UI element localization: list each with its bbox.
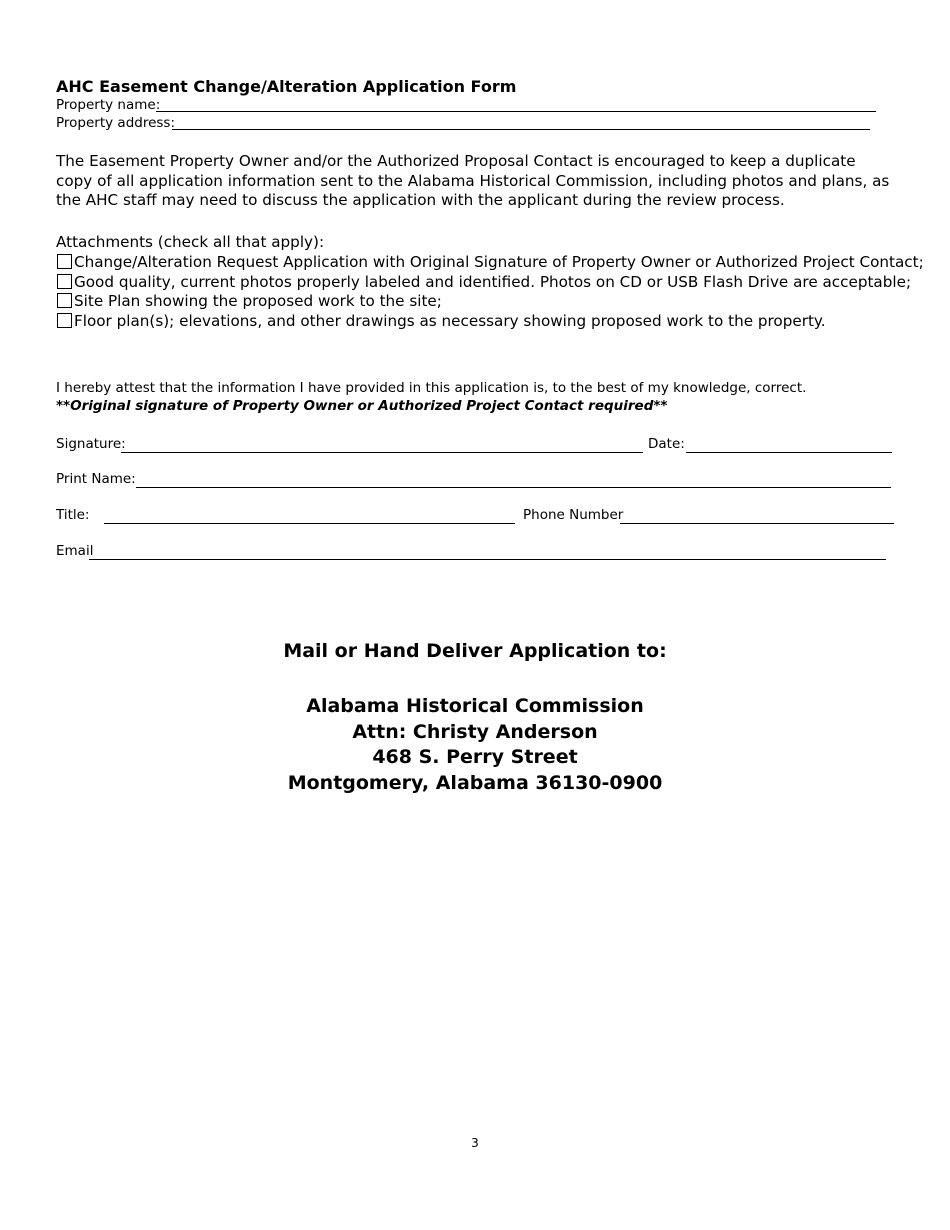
title-field[interactable] — [104, 523, 515, 524]
attachment-label: Site Plan showing the proposed work to the site; — [74, 291, 442, 310]
property-address-field[interactable] — [172, 129, 870, 130]
attachment-item — [57, 311, 826, 330]
attachment-item — [57, 272, 911, 291]
phone-field[interactable] — [620, 523, 894, 524]
date-field[interactable] — [686, 452, 892, 453]
title-label: Title: — [56, 507, 90, 523]
attachment-label: Change/Alteration Request Application with Original Signature of Property Owner or Authorized Project Contact; — [74, 252, 924, 271]
attachment-item — [57, 291, 442, 310]
attachment-checkbox[interactable] — [57, 293, 72, 308]
intro-paragraph: The Easement Property Owner and/or the Authorized Proposal Contact is encouraged to keep a duplicate copy of all application information sent to the Alabama Historical Commission, including photos and plans, as the AHC staff may need to discuss the application with the applicant during the review process. — [56, 152, 890, 209]
signature-field[interactable] — [121, 452, 643, 453]
attachment-item — [57, 252, 924, 271]
address-line: Montgomery, Alabama 36130-0900 — [287, 772, 663, 794]
attachment-label: Good quality, current photos properly labeled and identified. Photos on CD or USB Flash Drive are acceptable; — [74, 272, 912, 291]
signature-label: Signature: — [56, 436, 126, 452]
date-label: Date: — [648, 436, 685, 452]
attestation-text: I hereby attest that the information I have provided in this application is, to the best of my knowledge, correct. — [56, 380, 807, 396]
form-title: AHC Easement Change/Alteration Application Form — [56, 77, 517, 96]
attachment-checkbox[interactable] — [57, 313, 72, 328]
phone-label: Phone Number — [523, 507, 624, 523]
print-name-label: Print Name: — [56, 471, 136, 487]
property-name-field[interactable] — [156, 111, 876, 112]
email-label: Email — [56, 543, 94, 559]
attachment-checkbox[interactable] — [57, 254, 72, 269]
address-line: 468 S. Perry Street — [372, 746, 578, 768]
address-line: Alabama Historical Commission — [306, 695, 644, 717]
page-number: 3 — [471, 1136, 479, 1150]
address-line: Attn: Christy Anderson — [352, 721, 598, 743]
print-name-field[interactable] — [136, 487, 891, 488]
property-address-label: Property address: — [56, 115, 176, 131]
signature-requirement: **Original signature of Property Owner or Authorized Project Contact required** — [56, 398, 668, 414]
email-field[interactable] — [89, 559, 886, 560]
attachment-label: Floor plan(s); elevations, and other drawings as necessary showing proposed work to the property. — [74, 311, 826, 330]
attachment-checkbox[interactable] — [57, 274, 72, 289]
attachments-heading: Attachments (check all that apply): — [56, 233, 325, 251]
property-name-label: Property name: — [56, 97, 161, 113]
mail-heading: Mail or Hand Deliver Application to: — [283, 640, 667, 662]
